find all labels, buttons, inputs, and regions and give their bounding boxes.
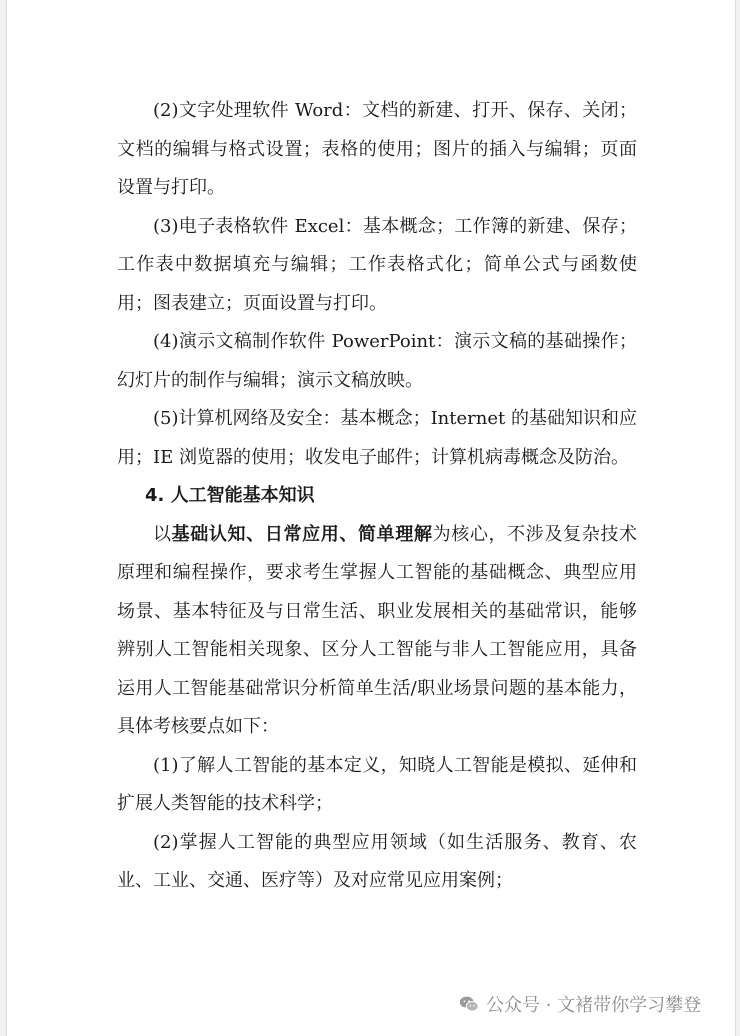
document-page [6, 0, 736, 1036]
paragraph-word: (2)文字处理软件 Word：文档的新建、打开、保存、关闭；文档的编辑与格式设置；表格的使用；图片的插入与编辑；页面设置与打印。 [117, 100, 637, 198]
intro-lead: 以 [153, 523, 172, 545]
intro-bold: 基础认知、日常应用、简单理解 [171, 523, 433, 545]
watermark-text: 公众号 · 文褚带你学习攀登 [486, 995, 702, 1016]
document-body [117, 92, 637, 901]
watermark [458, 990, 734, 1018]
section-heading: 4. 人工智能基本知识 [145, 485, 315, 506]
intro-rest: 为核心，不涉及复杂技术原理和编程操作，要求考生掌握人工智能的基础概念、典型应用场景、基本特征及与日常生活、职业发展相关的基础常识，能够辨别人工智能相关现象、区分人工智能与非人工智能应用，具备运用人工智能基础常识分析简单生活/职业场景问题的基本能力，具体考核要点如下： [117, 523, 638, 737]
point-2: (2)掌握人工智能的典型应用领域（如生活服务、教育、农业、工业、交通、医疗等）及对应常见应用案例； [117, 831, 637, 891]
paragraph-intro [117, 516, 637, 747]
paragraph-excel: (3)电子表格软件 Excel：基本概念；工作簿的新建、保存；工作表中数据填充与编辑；工作表格式化；简单公式与函数使用；图表建立；页面设置与打印。 [117, 215, 637, 314]
paragraph-powerpoint: (4)演示文稿制作软件 PowerPoint：演示文稿的基础操作；幻灯片的制作与编辑；演示文稿放映。 [117, 331, 637, 391]
point-1: (1)了解人工智能的基本定义，知晓人工智能是模拟、延伸和扩展人类智能的技术科学； [117, 754, 637, 814]
wechat-icon [458, 993, 480, 1015]
paragraph-network: (5)计算机网络及安全：基本概念；Internet 的基础知识和应用；IE 浏览器的使用；收发电子邮件；计算机病毒概念及防治。 [117, 408, 637, 468]
